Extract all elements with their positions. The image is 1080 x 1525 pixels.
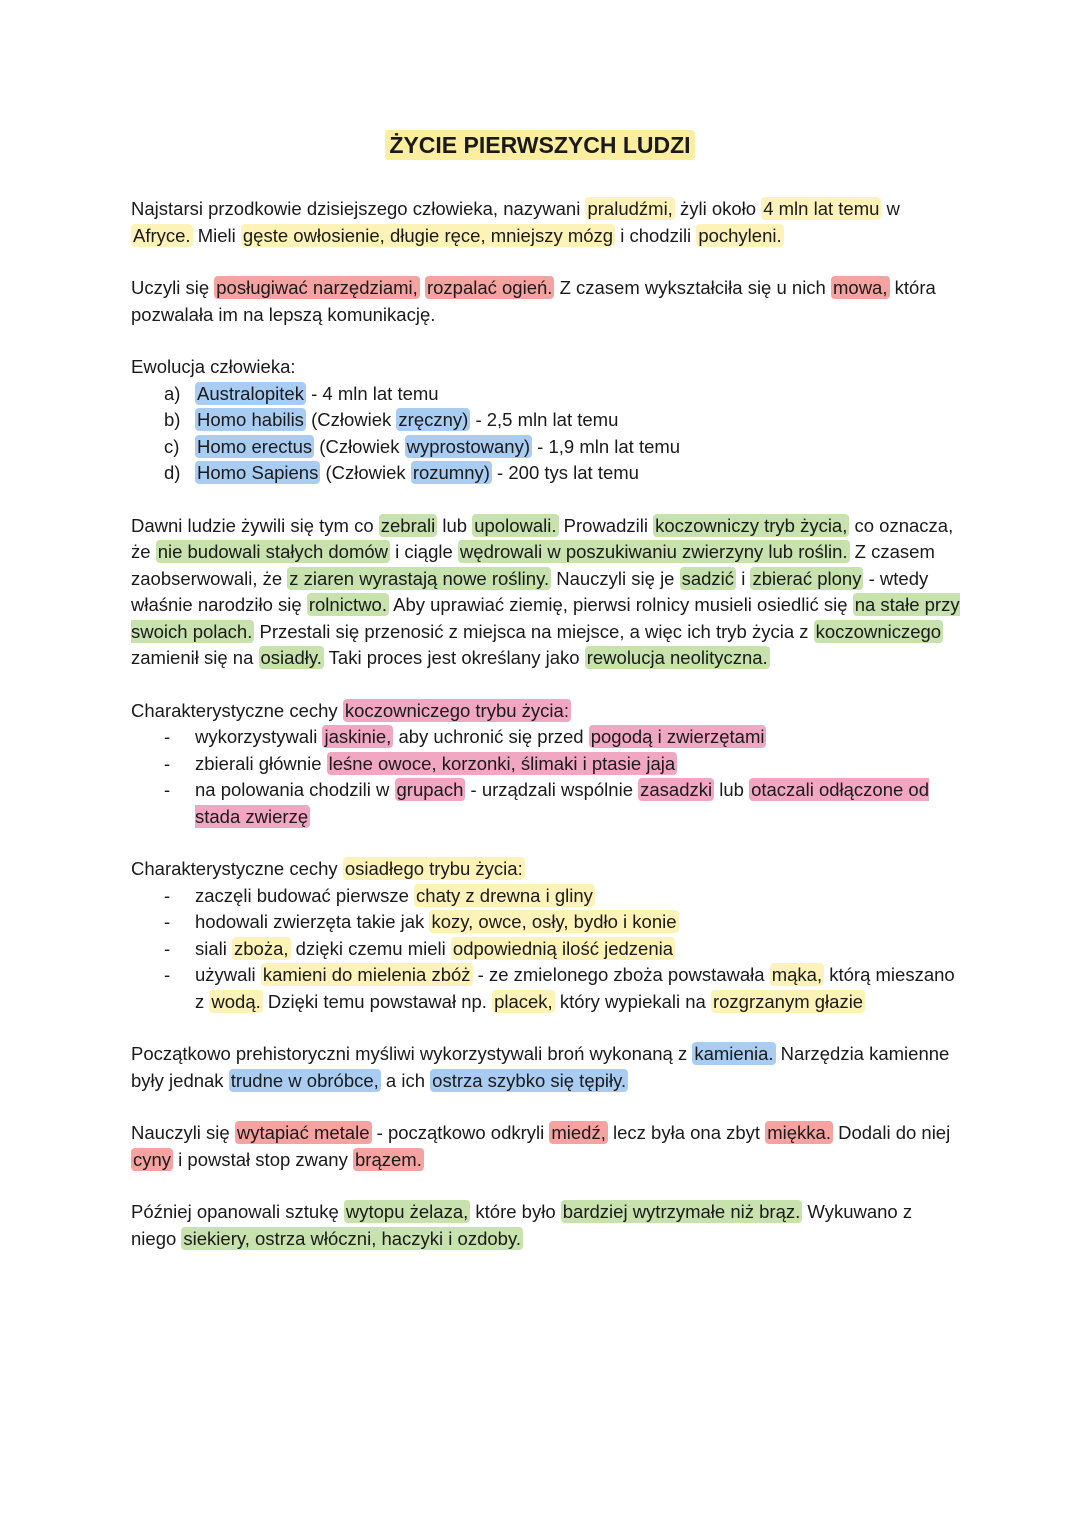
page-title (0, 128, 1080, 162)
highlighted-text: jaskinie, (324, 726, 392, 747)
highlighted-text: Homo Sapiens (197, 462, 319, 483)
paragraph-tools (131, 275, 961, 328)
text-run: - ze zmielonego zboża powstawała (472, 964, 770, 985)
list-bullet: - (164, 964, 171, 985)
highlighted-text: siekiery, ostrza włóczni, haczyki i ozdoby. (183, 1227, 521, 1249)
highlighted-text: miedź, (551, 1122, 606, 1143)
text-run: Dodali do niej (832, 1122, 951, 1143)
evolution-item (131, 434, 961, 461)
highlighted-text: zasadzki (640, 779, 713, 800)
list-bullet: - (164, 911, 171, 932)
highlighted-text: rewolucja neolityczna. (586, 647, 768, 668)
text-run: Nauczyli się (131, 1122, 235, 1143)
highlighted-text: praludźmi, (587, 198, 673, 219)
evolution-list (131, 381, 961, 487)
highlighted-text: Homo habilis (197, 409, 304, 430)
text-run: Początkowo prehistoryczni myśliwi wykorzystywali broń wykonaną z (131, 1043, 693, 1064)
highlighted-text: placek, (494, 990, 553, 1012)
highlighted-text: koczowniczy tryb życia, (655, 514, 848, 536)
list-bullet: - (164, 884, 171, 906)
highlighted-text: koczowniczego (815, 620, 942, 642)
text-run: a ich (380, 1069, 431, 1091)
list-marker: b) (164, 409, 181, 430)
text-run: - 4 mln lat temu (305, 382, 439, 404)
nomadic-list-item (131, 751, 961, 778)
highlighted-text: leśne owoce, korzonki, ślimaki i ptasie jaja (328, 752, 676, 774)
highlighted-text: zręczny) (398, 409, 469, 430)
highlighted-text: cyny (133, 1148, 172, 1170)
highlighted-text: upolowali. (474, 514, 557, 536)
text-run: - 1,9 mln lat temu (532, 435, 681, 457)
text-run: które było (470, 1201, 561, 1222)
text-run: Z czasem wykształciła się u nich (554, 277, 831, 298)
text-run: i chodzili (615, 224, 697, 246)
text-run: - 200 tys lat temu (491, 462, 639, 483)
highlighted-text: trudne w obróbce, (230, 1069, 379, 1091)
highlighted-text: na stałe przy swoich polach. (131, 594, 960, 642)
highlighted-text: kamienia. (694, 1043, 774, 1064)
text-run: (Człowiek (305, 409, 397, 430)
text-run: który wypiekali na (554, 990, 711, 1012)
text-run: - wtedy właśnie narodziło się (131, 567, 929, 615)
text-run: wykorzystywali (195, 726, 323, 747)
text-run: żyli około (674, 198, 762, 219)
settled-heading (131, 856, 961, 883)
text-run: Mieli (192, 224, 241, 246)
highlighted-text: nie budowali stałych domów (157, 541, 389, 562)
highlighted-text: pogodą i zwierzętami (590, 726, 765, 747)
highlighted-text: osiadłego trybu życia: (344, 858, 523, 879)
highlighted-text: wyprostowany) (406, 435, 531, 457)
text-run: na polowania chodzili w (195, 779, 395, 800)
list-bullet: - (164, 752, 171, 774)
nomadic-list (131, 724, 961, 830)
text-run: Najstarsi przodkowie dzisiejszego człowieka, nazywani (131, 198, 586, 219)
highlighted-text: Australopitek (197, 382, 304, 404)
highlighted-text: koczowniczego trybu życia: (344, 699, 569, 721)
highlighted-text: zebrali (380, 514, 436, 536)
highlighted-text: zboża, (234, 937, 289, 959)
text-run: Dzięki temu powstawał np. (262, 990, 493, 1012)
highlighted-text: rozgrzanym głazie (712, 990, 864, 1012)
document-body (131, 196, 961, 1252)
text-run: co oznacza, że (131, 514, 954, 562)
text-run: Ewolucja człowieka: (131, 356, 296, 377)
text-run: Prowadzili (558, 514, 654, 536)
nomadic-list-item (131, 777, 961, 830)
text-run: Charakterystyczne cechy (131, 858, 343, 879)
text-run: dzięki czemu mieli (290, 937, 451, 959)
settled-list-item (131, 909, 961, 936)
list-marker: a) (164, 382, 181, 404)
highlighted-text: miękka. (767, 1122, 831, 1143)
text-run: siali (195, 937, 233, 959)
text-run: Narzędzia kamienne były jednak (131, 1043, 950, 1091)
text-run: w (881, 198, 900, 219)
highlighted-text: sadzić (681, 567, 735, 589)
list-marker: c) (164, 435, 180, 457)
text-run: - 2,5 mln lat temu (470, 409, 619, 430)
highlighted-text: wytopu żelaza, (345, 1201, 469, 1222)
settled-list-item (131, 883, 961, 910)
highlighted-text: osiadły. (260, 647, 322, 668)
highlighted-text: mąka, (771, 964, 823, 985)
text-run: i powstał stop zwany (173, 1148, 353, 1170)
text-run: - początkowo odkryli (371, 1122, 550, 1143)
text-run: hodowali zwierzęta takie jak (195, 911, 430, 932)
highlighted-text: kamieni do mielenia zbóż (262, 964, 471, 985)
text-run: Dawni ludzie żywili się tym co (131, 514, 379, 536)
highlighted-text: otaczali odłączone od stada zwierzę (195, 779, 930, 827)
nomadic-heading (131, 698, 961, 725)
nomadic-list-item (131, 724, 961, 751)
evolution-heading (131, 354, 961, 381)
evolution-item (131, 460, 961, 487)
highlighted-text: rozumny) (412, 462, 490, 483)
text-run: i (736, 567, 751, 589)
highlighted-text: zbierać plony (752, 567, 862, 589)
list-bullet: - (164, 937, 171, 959)
paragraph-neolithic (131, 513, 961, 672)
settled-list-item (131, 936, 961, 963)
highlighted-text: Afryce. (133, 224, 191, 246)
text-run: (Człowiek (314, 435, 405, 457)
text-run: zaczęli budować pierwsze (195, 884, 415, 906)
settled-list-item (131, 962, 961, 1015)
text-run: zbierali głównie (195, 752, 327, 774)
highlighted-text: grupach (396, 779, 464, 800)
text-run: zamienił się na (131, 647, 259, 668)
text-run: którą mieszano z (195, 964, 955, 1012)
highlighted-text: pochyleni. (698, 224, 782, 246)
highlighted-text: mowa, (833, 277, 888, 298)
highlighted-text: wędrowali w poszukiwaniu zwierzyny lub roślin. (459, 541, 848, 562)
text-run: lub (714, 779, 750, 800)
highlighted-text: z ziaren wyrastają nowe rośliny. (289, 567, 550, 589)
highlighted-text: gęste owłosienie, długie ręce, mniejszy mózg (242, 224, 614, 246)
text-run: Taki proces jest określany jako (323, 647, 585, 668)
text-run: która pozwalała im na lepszą komunikację. (131, 277, 936, 325)
text-run: Później opanowali sztukę (131, 1201, 344, 1222)
highlighted-text: chaty z drewna i gliny (416, 884, 593, 906)
highlighted-text: kozy, owce, osły, bydło i konie (431, 911, 677, 932)
highlighted-text: posługiwać narzędziami, (216, 277, 418, 298)
text-run: Charakterystyczne cechy (131, 699, 343, 721)
text-run: aby uchronić się przed (393, 726, 589, 747)
text-run: Wykuwano z niego (131, 1201, 913, 1249)
highlighted-text: wodą. (211, 990, 261, 1012)
text-run: Nauczyli się je (551, 567, 680, 589)
highlighted-text: wytapiać metale (236, 1122, 370, 1143)
text-run: - urządzali wspólnie (465, 779, 639, 800)
paragraph-stone (131, 1041, 961, 1094)
list-marker: d) (164, 462, 181, 483)
paragraph-intro (131, 196, 961, 249)
highlighted-text: odpowiednią ilość jedzenia (452, 937, 674, 959)
highlighted-text: 4 mln lat temu (763, 198, 880, 219)
evolution-item (131, 407, 961, 434)
text-run: Przestali się przenosić z miejsca na miejsce, a więc ich tryb życia z (254, 620, 814, 642)
highlighted-text: ostrza szybko się tępiły. (432, 1069, 627, 1091)
highlighted-text: bardziej wytrzymałe niż brąz. (562, 1201, 801, 1222)
text-run: i ciągle (390, 541, 458, 562)
paragraph-iron (131, 1199, 961, 1252)
settled-list (131, 883, 961, 1016)
title-highlight: ŻYCIE PIERWSZYCH LUDZI (385, 130, 694, 160)
highlighted-text: rozpalać ogień. (426, 277, 553, 298)
text-run: używali (195, 964, 261, 985)
highlighted-text: brązem. (355, 1148, 422, 1170)
text-run: lecz była ona zbyt (607, 1122, 766, 1143)
list-bullet: - (164, 726, 171, 747)
evolution-item (131, 381, 961, 408)
highlighted-text: rolnictwo. (308, 594, 387, 615)
paragraph-metals (131, 1120, 961, 1173)
text-run: Z czasem zaobserwowali, że (131, 541, 935, 589)
text-run: lub (437, 514, 473, 536)
list-bullet: - (164, 779, 171, 800)
highlighted-text: Homo erectus (197, 435, 313, 457)
text-run: (Człowiek (320, 462, 411, 483)
text-run: Aby uprawiać ziemię, pierwsi rolnicy musieli osiedlić się (388, 594, 853, 615)
text-run: Uczyli się (131, 277, 215, 298)
